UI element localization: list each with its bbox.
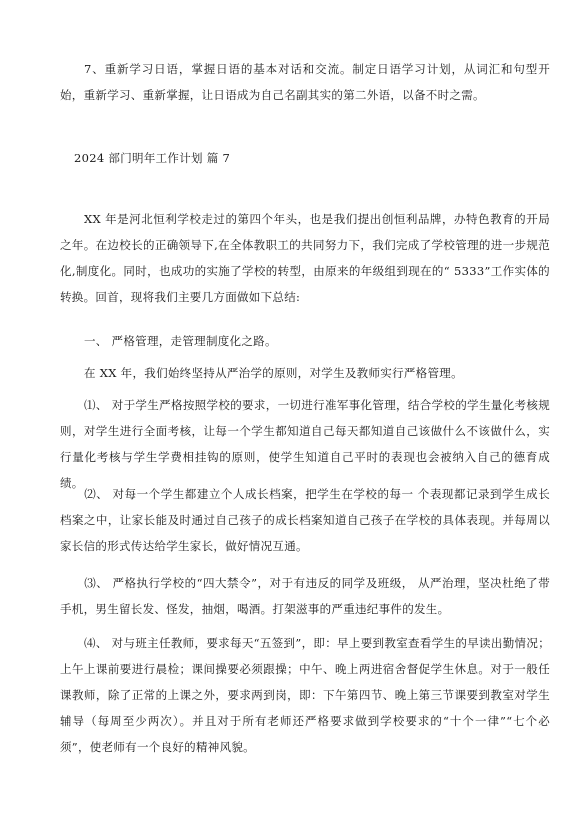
item-1-subtext-text: 在 XX 年，我们始终坚持从严治学的原则，对学生及教师实行严格管理。 [84,366,463,380]
item-1-heading-text: 一、 严格管理，走管理制度化之路。 [84,334,277,348]
point-2-text: ⑵、 对每一个学生都建立个人成长档案，把学生在学校的每一 个表现都记录到学生成长档案之中，让家长能及时通过自己孩子的成长档案知道自己孩子在学校的具体表现。并每周以家长信的形式传达给学生家长，做好情况互通。 [60,487,550,553]
point-3 [60,570,550,622]
paragraph-7-text: 7、重新学习日语，掌握日语的基本对话和交流。制定日语学习计划，从词汇和句型开始，重新学习、重新掌握，让日语成为自己名副其实的第二外语，以备不时之需。 [60,62,550,102]
point-1-text: ⑴、 对于学生严格按照学校的要求，一切进行准军事化管理，结合学校的学生量化考核规则，对学生进行全面考核，让每一个学生都知道自己每天都知道自己该做什么不该做什么，实行量化考核与学生学费相挂钩的原则，使学生知道自己平时的表现也会被纳入自己的德育成绩。 [60,398,550,490]
paragraph-7 [60,56,550,108]
item-1-heading [60,328,550,354]
point-4 [60,630,550,760]
item-1-subtext [60,360,550,386]
point-3-text: ⑶、 严格执行学校的“四大禁令”，对于有违反的同学及班级， 从严治理，坚决杜绝了带手机，男生留长发、怪发，抽烟，喝酒。打架滋事的严重违纪事件的发生。 [60,576,550,616]
intro-paragraph [60,206,550,310]
point-2 [60,481,550,559]
intro-text: XX 年是河北恒利学校走过的第四个年头，也是我们提出创恒利品牌，办特色教育的开局之年。在边校长的正确领导下,在全体教职工的共同努力下，我们完成了学校管理的进一步规范化,制度化。同时，也成功的实施了学校的转型，由原来的年级组到现在的“ 5333”工作实体的转换。回首，现将我们主要几方面做如下总结: [60,212,550,304]
point-4-text: ⑷、 对与班主任教师，要求每天“五签到”，即：早上要到教室查看学生的早读出勤情况；上午上课前要进行晨检；课间操要必须跟操；中午、晚上两进宿舍督促学生休息。对于一般任课教师，除了正常的上课之外，要求两到岗，即：下午第四节、晚上第三节课要到教室对学生辅导（每周至少两次）。并且对于所有老师还严格要求做到学校要求的“十个一律”“七个必须”，使老师有一个良好的精神风貌。 [60,636,550,754]
section-title: 2024 部门明年工作计划 篇 7 [74,151,231,165]
